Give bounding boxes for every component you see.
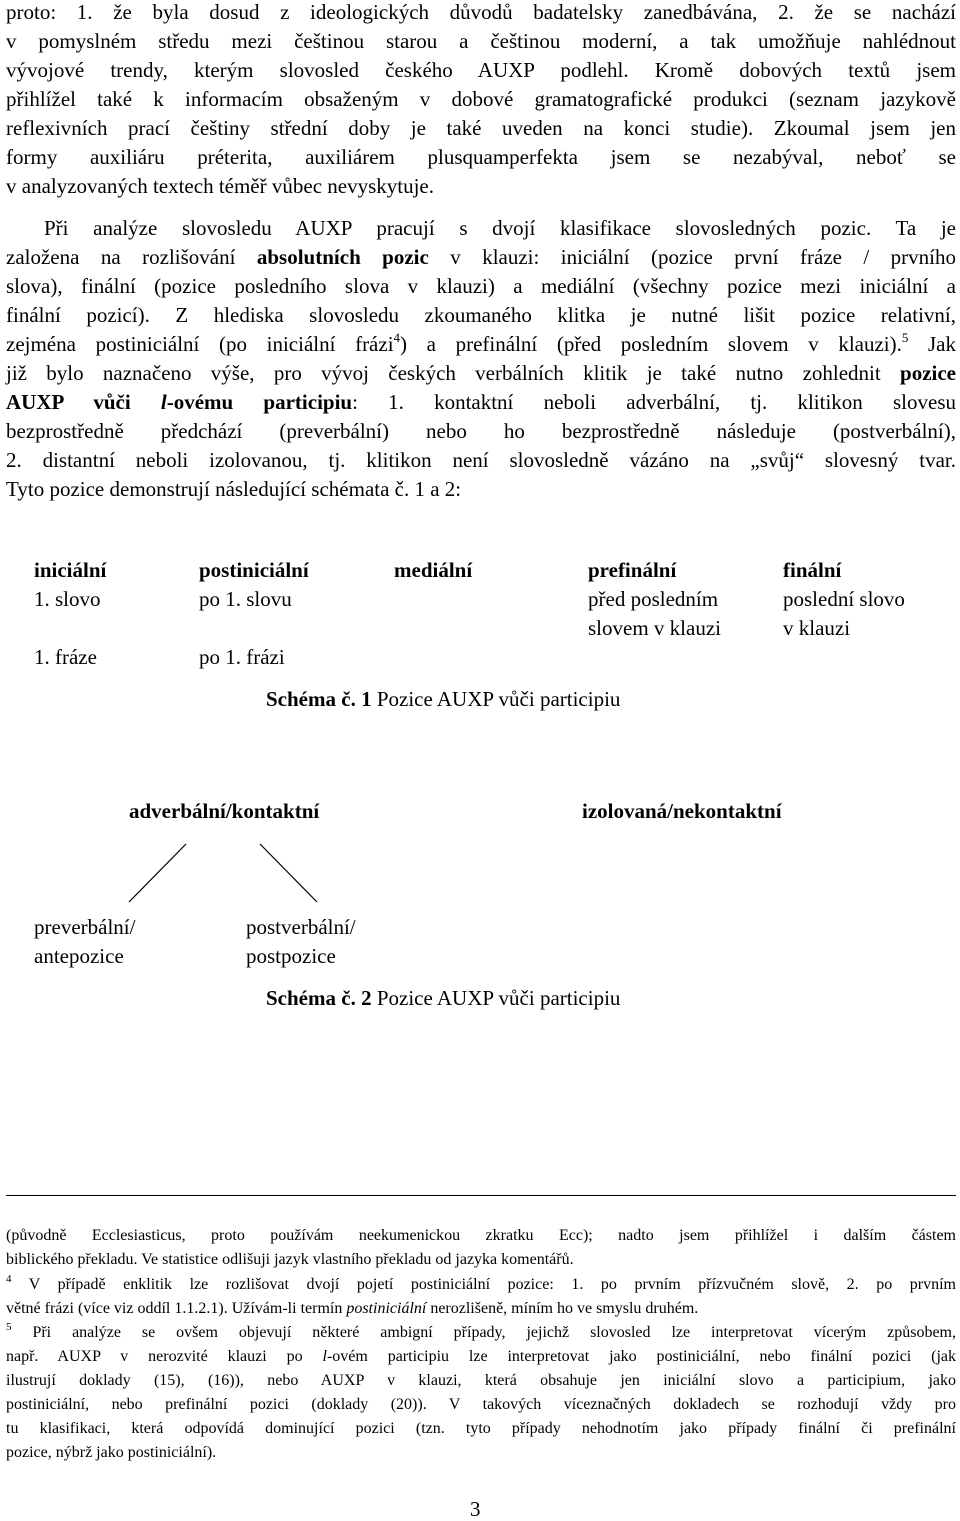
footnote-line bbox=[6, 1297, 956, 1321]
table-cell: v klauzi bbox=[783, 616, 851, 640]
bold-term: pozice bbox=[900, 361, 956, 385]
leaf-line: antepozice bbox=[34, 944, 124, 968]
tree-branch-right bbox=[260, 844, 317, 902]
caption-label: Schéma č. 1 bbox=[266, 687, 372, 711]
footnote-ref: 5 bbox=[901, 330, 909, 345]
footnote-continued bbox=[6, 1224, 956, 1272]
italic-term: postiniciální bbox=[346, 1300, 427, 1317]
text-line: Při analýze slovosledu AUXP pracují s dvojí klasifikace slovosledných pozic. Ta je bbox=[44, 216, 956, 240]
footnote-line: postiniciální, nebo prefinální pozici (doklady (20)). V takových víceznačných dokladech se rozhodují vždy pro bbox=[6, 1396, 956, 1413]
page-number: 3 bbox=[470, 1497, 481, 1521]
text-run: v klauzi: iniciální (pozice první fráze / prvního bbox=[428, 245, 956, 269]
text-run: : 1. kontaktní neboli adverbální, tj. klitikon slovesu bbox=[352, 390, 956, 414]
caption-text: Pozice AUXP vůči participiu bbox=[371, 687, 621, 711]
column-header: finální bbox=[783, 558, 842, 582]
text-line: finální pozicí). Z hlediska slovosledu zkoumaného klitka je nutné lišit pozice relativní, bbox=[6, 303, 956, 327]
table-cell: po 1. slovu bbox=[199, 587, 292, 611]
column-header: prefinální bbox=[588, 558, 677, 582]
text-run: větné frázi (více viz oddíl 1.1.2.1). Užívám-li termín bbox=[6, 1300, 347, 1317]
text-line: bezprostředně předchází (preverbální) nebo ho bezprostředně následuje (postverbální), bbox=[6, 419, 956, 443]
caption-label: Schéma č. 2 bbox=[266, 986, 372, 1010]
text-line: 2. distantní neboli izolovanou, tj. klitikon není slovosledně vázáno na „svůj“ slovesný tvar. bbox=[6, 448, 956, 472]
footnote-separator bbox=[6, 1195, 956, 1196]
table-cell: 1. fráze bbox=[34, 645, 97, 669]
text-run: V případě enklitik lze rozlišovat dvojí pojetí postiniciální pozice: 1. po prvním přízvučném slově, 2. po prvním bbox=[11, 1276, 956, 1293]
text-run: AUXP vůči bbox=[6, 390, 161, 414]
text-line: formy auxiliáru préterita, auxiliárem plusquamperfekta jsem se nezabýval, neboť se bbox=[6, 145, 956, 169]
footnote-line: (původně Ecclesiasticus, proto používám neekumenickou zkratku Ecc); nadto jsem přihlížel i dalším částem bbox=[6, 1227, 956, 1244]
footnote-line: pozice, nýbrž jako postiniciální). bbox=[6, 1444, 217, 1461]
text-line: v pomyslném středu mezi češtinou starou a češtinou moderní, a tak umožňuje nahlédnout bbox=[6, 29, 956, 53]
schema-2-leaf-postverbal bbox=[246, 913, 356, 971]
footnote-line: biblického překladu. Ve statistice odlišuji jazyk vlastního překladu od jazyka komentářů. bbox=[6, 1251, 574, 1268]
text-line: vývojové trendy, kterým slovosled českého AUXP podlehl. Kromě dobových textů jsem bbox=[6, 58, 956, 82]
text-run: Jak bbox=[908, 332, 957, 356]
table-cell: poslední slovo bbox=[783, 587, 905, 611]
text-run: -ovém participiu lze interpretovat jako postiniciální, nebo finální pozici (jak bbox=[326, 1348, 957, 1365]
table-cell: po 1. frázi bbox=[199, 645, 285, 669]
footnote-line bbox=[6, 1345, 956, 1369]
table-cell: 1. slovo bbox=[34, 587, 101, 611]
text-run: ) a prefinální (před posledním slovem v klauzi). bbox=[400, 332, 902, 356]
bold-term: absolutních pozic bbox=[256, 245, 429, 269]
italic-letter: l bbox=[160, 390, 167, 414]
footnote-number: 4 bbox=[6, 1273, 12, 1285]
leaf-line: postverbální/ bbox=[246, 915, 356, 939]
footnote-number: 5 bbox=[6, 1321, 12, 1333]
footnote-line: tu klasifikaci, která odpovídá dominující pozici (tzn. tyto případy nehodnotím jako případy finální či prefinální bbox=[6, 1420, 956, 1437]
tree-branch-left bbox=[129, 844, 186, 902]
footnote-line bbox=[6, 1273, 956, 1297]
footnote-5 bbox=[6, 1321, 956, 1465]
schema-2-right-label: izolovaná/nekontaktní bbox=[582, 799, 782, 823]
caption-text: Pozice AUXP vůči participiu bbox=[371, 986, 621, 1010]
text-run: např. AUXP v nerozvité klauzi po bbox=[6, 1348, 323, 1365]
leaf-line: preverbální/ bbox=[34, 915, 136, 939]
text-run: Při analýze se ovšem objevují některé ambigní případy, jejichž slovosled lze interpretovat vícerým způsobem, bbox=[11, 1324, 956, 1341]
schema-2-caption bbox=[266, 984, 620, 1013]
column-header: mediální bbox=[394, 558, 473, 582]
italic-letter: l bbox=[322, 1348, 327, 1365]
column-header: postiniciální bbox=[199, 558, 309, 582]
text-run: -ovému participiu bbox=[166, 390, 353, 414]
text-run: nerozlišeně, míním ho ve smyslu druhém. bbox=[426, 1300, 699, 1317]
footnote-line bbox=[6, 1321, 956, 1345]
text-line: v analyzovaných textech téměř vůbec nevyskytuje. bbox=[6, 174, 434, 198]
footnote-4 bbox=[6, 1273, 956, 1321]
table-cell: před posledním bbox=[588, 587, 719, 611]
footnote-line: ilustrují doklady (15), (16)), nebo AUXP v klauzi, která obsahuje jen iniciální slovo a participium, jako bbox=[6, 1372, 956, 1389]
text-line: reflexivních prací češtiny střední doby je také uveden na konci studie). Zkoumal jsem jen bbox=[6, 116, 956, 140]
text-run: založena na rozlišování bbox=[6, 245, 257, 269]
text-line: proto: 1. že byla dosud z ideologických důvodů badatelsky zanedbávána, 2. že se nachází bbox=[6, 0, 956, 24]
text-run: zejména postiniciální (po iniciální frázi bbox=[6, 332, 394, 356]
footnote-ref: 4 bbox=[393, 330, 401, 345]
text-line: přihlížel také k informacím obsaženým v dobové gramatografické produkci (seznam jazykově bbox=[6, 87, 956, 111]
schema-2-leaf-preverbal bbox=[34, 913, 135, 971]
schema-2-left-label: adverbální/kontaktní bbox=[129, 799, 320, 823]
leaf-line: postpozice bbox=[246, 944, 336, 968]
text-line: slova), finální (pozice posledního slova v klauzi) a mediální (všechny pozice mezi iniciální a bbox=[6, 274, 956, 298]
text-line: Tyto pozice demonstrují následující schémata č. 1 a 2: bbox=[6, 477, 462, 501]
text-run: již bylo naznačeno výše, pro vývoj českých verbálních klitik je také nutno zohlednit bbox=[6, 361, 901, 385]
table-cell: slovem v klauzi bbox=[588, 616, 721, 640]
column-header: iniciální bbox=[34, 558, 107, 582]
